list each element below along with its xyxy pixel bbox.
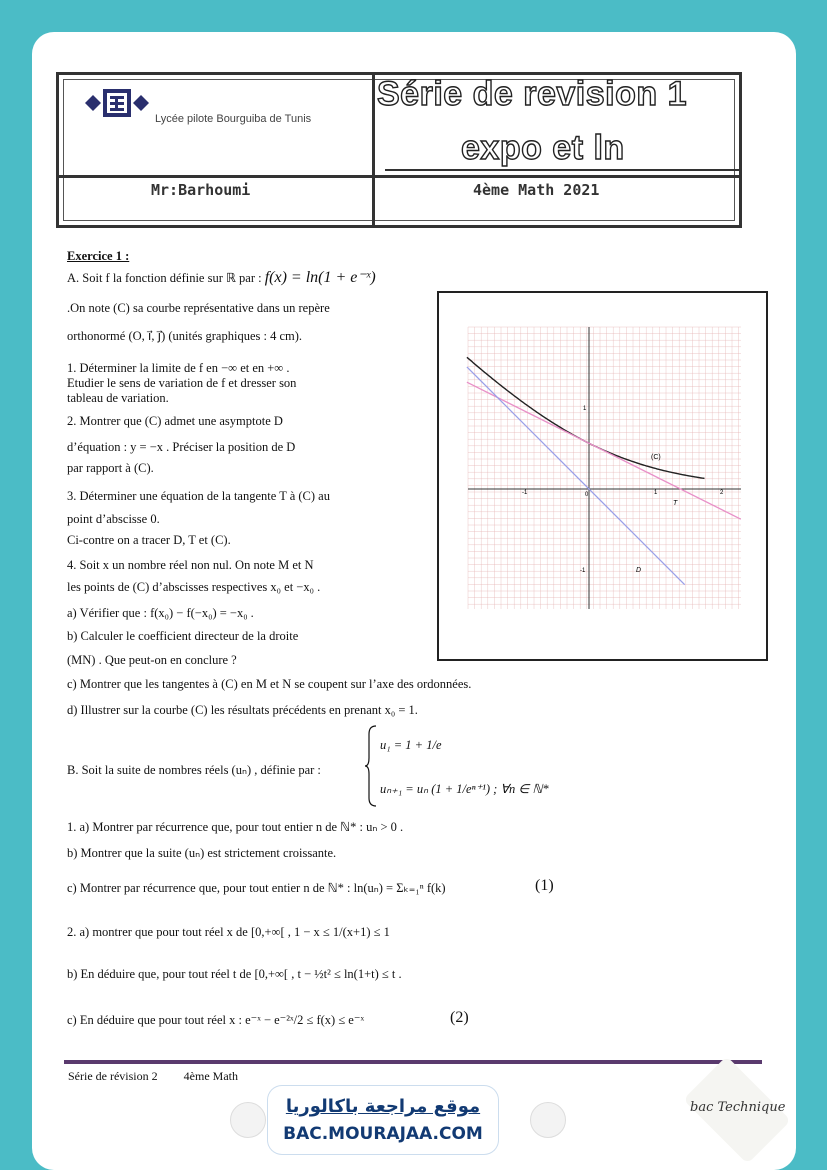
- brand-text: bac Technique: [690, 1100, 786, 1115]
- b-q1a: 1. a) Montrer par récurrence que, pour tout entier n de ℕ* : uₙ > 0 .: [67, 820, 404, 834]
- series-title-line2: expo et ln: [461, 129, 625, 167]
- system-eq1: u₁ = 1 + 1/e: [380, 738, 442, 752]
- y-tick-label: -1: [580, 568, 586, 574]
- book-badge-icon: [530, 1102, 566, 1138]
- part-a-line1: A. Soit f la fonction définie sur ℝ par : f(x) = ln(1 + e⁻ˣ): [67, 269, 376, 286]
- part-a-line3: orthonormé (O, i⃗, j⃗) (unités graphiques : 4 cm).: [67, 329, 303, 343]
- q4b-line2: (MN) . Que peut-on en conclure ?: [67, 653, 237, 667]
- y-tick-label: 1: [583, 406, 587, 412]
- q4-line2: les points de (C) d’abscisses respectives x₀ et −x₀ .: [67, 580, 321, 594]
- q1-line1: 1. Déterminer la limite de f en −∞ et en +∞ .: [67, 361, 290, 375]
- school-name: Lycée pilote Bourguiba de Tunis: [155, 113, 312, 125]
- q1-line3: tableau de variation.: [67, 391, 169, 405]
- footer-divider: [64, 1060, 762, 1064]
- site-name-arabic: موقع مراجعة باكالوريا: [285, 1096, 481, 1117]
- exercise-title: Exercice 1 :: [67, 249, 130, 263]
- q3-line1: 3. Déterminer une équation de la tangente T à (C) au: [67, 489, 330, 503]
- q2-line2: d’équation : y = −x . Préciser la position de D: [67, 440, 296, 454]
- eq-number-1: (1): [535, 877, 554, 894]
- q4a-line: a) Vérifier que : f(x₀) − f(−x₀) = −x₀ .: [67, 606, 254, 620]
- b-q2b: b) En déduire que, pour tout réel t de [0,+∞[ , t − ½t² ≤ ln(1+t) ≤ t .: [67, 967, 402, 981]
- b-q1b: b) Montrer que la suite (uₙ) est strictement croissante.: [67, 846, 337, 860]
- label-d: D: [636, 567, 642, 574]
- b-q2a: 2. a) montrer que pour tout réel x de [0,+∞[ , 1 − x ≤ 1/(x+1) ≤ 1: [67, 925, 390, 939]
- q2-line1: 2. Montrer que (C) admet une asymptote D: [67, 414, 283, 428]
- teacher-name: Mr:Barhoumi: [151, 181, 251, 199]
- part-b-intro: B. Soit la suite de nombres réels (uₙ) , définie par :: [67, 763, 321, 777]
- q4-line1: 4. Soit x un nombre réel non nul. On note M et N: [67, 558, 314, 572]
- x-tick-label: 2: [720, 490, 724, 496]
- b-q2c: c) En déduire que pour tout réel x : e⁻ˣ − e⁻²ˣ/2 ≤ f(x) ≤ e⁻ˣ: [67, 1013, 365, 1027]
- graph-figure: [437, 291, 768, 661]
- system-brace-icon: [364, 724, 378, 808]
- book-badge-icon: [230, 1102, 266, 1138]
- eq-number-2: (2): [450, 1009, 469, 1026]
- site-url[interactable]: BAC.MOURAJAA.COM: [283, 1124, 483, 1144]
- series-title-line1: Série de revision 1: [377, 75, 687, 113]
- q3-line3: Ci-contre on a tracer D, T et (C).: [67, 533, 231, 547]
- curve-c: [467, 357, 705, 478]
- site-banner[interactable]: [268, 1086, 498, 1154]
- x-tick-label: -1: [522, 490, 528, 496]
- part-a-line2: .On note (C) sa courbe représentative dans un repère: [67, 301, 330, 315]
- q4d-line: d) Illustrer sur la courbe (C) les résultats précédents en prenant x₀ = 1.: [67, 703, 418, 717]
- q4b-line1: b) Calculer le coefficient directeur de la droite: [67, 629, 299, 643]
- label-c: (C): [651, 454, 661, 461]
- graph-grid: [468, 327, 741, 609]
- q3-line2: point d’abscisse 0.: [67, 512, 160, 526]
- footer-text: Série de révision 2 4ème Math: [68, 1069, 238, 1083]
- class-level: 4ème Math 2021: [473, 181, 600, 199]
- system-eq2: uₙ₊₁ = uₙ (1 + 1/eⁿ⁺¹) ; ∀n ∈ ℕ*: [380, 782, 549, 796]
- x-tick-label: 0: [585, 492, 589, 498]
- graph-svg: [439, 293, 766, 659]
- x-tick-label: 1: [654, 490, 658, 496]
- q1-line2: Etudier le sens de variation de f et dresser son: [67, 376, 297, 390]
- q2-line3: par rapport à (C).: [67, 461, 154, 475]
- b-q1c: c) Montrer par récurrence que, pour tout entier n de ℕ* : ln(uₙ) = Σₖ₌₁ⁿ f(k): [67, 881, 446, 895]
- header-box: [56, 72, 742, 228]
- school-logo-icon: [79, 83, 155, 123]
- q4c-line: c) Montrer que les tangentes à (C) en M et N se coupent sur l’axe des ordonnées.: [67, 677, 472, 691]
- label-t: T: [673, 500, 678, 507]
